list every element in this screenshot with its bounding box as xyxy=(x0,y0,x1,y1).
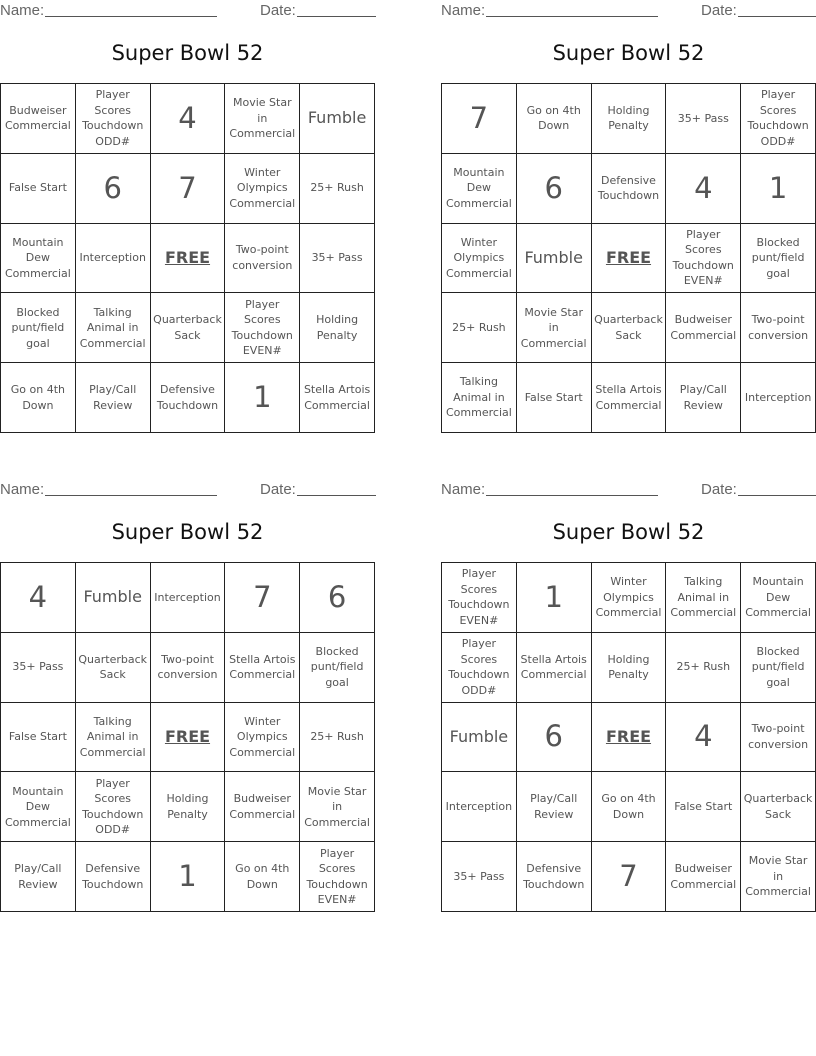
bingo-square: Two-point conversion xyxy=(741,293,816,363)
bingo-square: Player Scores Touchdown ODD# xyxy=(76,84,151,154)
bingo-square: Budweiser Commercial xyxy=(225,772,300,842)
bingo-square: 25+ Rush xyxy=(300,703,375,773)
bingo-square: Stella Artois Commercial xyxy=(517,633,592,703)
free-space: FREE xyxy=(151,224,226,294)
number-square: 6 xyxy=(300,563,375,633)
card-header xyxy=(0,0,376,22)
bingo-square: Player Scores Touchdown ODD# xyxy=(76,772,151,842)
bingo-square: Fumble xyxy=(517,224,592,294)
date-blank-line[interactable] xyxy=(738,16,816,17)
bingo-square: 35+ Pass xyxy=(666,84,741,154)
bingo-square: Play/Call Review xyxy=(666,363,741,433)
date-blank-line[interactable] xyxy=(297,495,376,496)
bingo-square: Interception xyxy=(76,224,151,294)
name-blank-line[interactable] xyxy=(486,16,658,17)
card-title: Super Bowl 52 xyxy=(552,41,705,65)
bingo-square: Movie Star in Commercial xyxy=(300,772,375,842)
card-title: Super Bowl 52 xyxy=(111,520,264,544)
bingo-card-3 xyxy=(0,479,376,919)
card-header xyxy=(441,0,816,22)
bingo-square: False Start xyxy=(666,772,741,842)
bingo-square: Movie Star in Commercial xyxy=(225,84,300,154)
bingo-square: 35+ Pass xyxy=(1,633,76,703)
bingo-square: Defensive Touchdown xyxy=(76,842,151,912)
bingo-square: Talking Animal in Commercial xyxy=(76,293,151,363)
name-label: Name: xyxy=(441,481,486,498)
bingo-square: Defensive Touchdown xyxy=(517,842,592,912)
date-blank-line[interactable] xyxy=(297,16,376,17)
bingo-square: False Start xyxy=(517,363,592,433)
bingo-square: Budweiser Commercial xyxy=(1,84,76,154)
number-square: 1 xyxy=(741,154,816,224)
number-square: 4 xyxy=(1,563,76,633)
bingo-square: 25+ Rush xyxy=(666,633,741,703)
free-space: FREE xyxy=(151,703,226,773)
bingo-square: Two-point conversion xyxy=(225,224,300,294)
bingo-square: 35+ Pass xyxy=(300,224,375,294)
number-square: 7 xyxy=(442,84,517,154)
bingo-square: Defensive Touchdown xyxy=(151,363,226,433)
bingo-grid xyxy=(441,83,816,433)
number-square: 7 xyxy=(592,842,667,912)
bingo-square: Play/Call Review xyxy=(1,842,76,912)
bingo-square: Holding Penalty xyxy=(151,772,226,842)
bingo-square: Quarterback Sack xyxy=(151,293,226,363)
date-label: Date: xyxy=(260,2,296,19)
date-label: Date: xyxy=(260,481,296,498)
name-blank-line[interactable] xyxy=(486,495,658,496)
bingo-square: Quarterback Sack xyxy=(741,772,816,842)
free-space: FREE xyxy=(592,703,667,773)
bingo-square: Player Scores Touchdown EVEN# xyxy=(300,842,375,912)
bingo-square: Budweiser Commercial xyxy=(666,842,741,912)
bingo-square: Player Scores Touchdown EVEN# xyxy=(666,224,741,294)
bingo-square: Player Scores Touchdown ODD# xyxy=(741,84,816,154)
bingo-square: Mountain Dew Commercial xyxy=(1,224,76,294)
bingo-square: Quarterback Sack xyxy=(592,293,667,363)
bingo-square: Talking Animal in Commercial xyxy=(76,703,151,773)
bingo-square: Defensive Touchdown xyxy=(592,154,667,224)
free-space: FREE xyxy=(592,224,667,294)
bingo-square: Mountain Dew Commercial xyxy=(741,563,816,633)
bingo-square: False Start xyxy=(1,703,76,773)
bingo-square: Player Scores Touchdown EVEN# xyxy=(442,563,517,633)
name-blank-line[interactable] xyxy=(45,495,217,496)
bingo-square: Go on 4th Down xyxy=(1,363,76,433)
bingo-card-2 xyxy=(441,0,816,440)
bingo-square: Interception xyxy=(442,772,517,842)
bingo-square: Two-point conversion xyxy=(151,633,226,703)
bingo-square: Blocked punt/field goal xyxy=(741,224,816,294)
bingo-square: 25+ Rush xyxy=(300,154,375,224)
bingo-grid xyxy=(0,83,375,433)
number-square: 6 xyxy=(517,703,592,773)
bingo-square: Interception xyxy=(741,363,816,433)
card-header xyxy=(441,479,816,501)
bingo-square: Budweiser Commercial xyxy=(666,293,741,363)
bingo-card-4 xyxy=(441,479,816,919)
bingo-square: Fumble xyxy=(442,703,517,773)
number-square: 6 xyxy=(517,154,592,224)
bingo-square: Two-point conversion xyxy=(741,703,816,773)
number-square: 1 xyxy=(517,563,592,633)
card-header xyxy=(0,479,376,501)
card-title: Super Bowl 52 xyxy=(552,520,705,544)
bingo-square: Winter Olympics Commercial xyxy=(442,224,517,294)
bingo-square: Blocked punt/field goal xyxy=(300,633,375,703)
bingo-square: Go on 4th Down xyxy=(517,84,592,154)
number-square: 6 xyxy=(76,154,151,224)
bingo-square: Holding Penalty xyxy=(300,293,375,363)
number-square: 7 xyxy=(151,154,226,224)
number-square: 1 xyxy=(151,842,226,912)
bingo-square: Movie Star in Commercial xyxy=(741,842,816,912)
date-label: Date: xyxy=(701,481,737,498)
name-label: Name: xyxy=(0,481,45,498)
bingo-square: Quarterback Sack xyxy=(76,633,151,703)
bingo-square: Movie Star in Commercial xyxy=(517,293,592,363)
bingo-square: Winter Olympics Commercial xyxy=(592,563,667,633)
bingo-square: Stella Artois Commercial xyxy=(225,633,300,703)
name-label: Name: xyxy=(0,2,45,19)
bingo-square: Blocked punt/field goal xyxy=(741,633,816,703)
bingo-square: Blocked punt/field goal xyxy=(1,293,76,363)
bingo-square: Winter Olympics Commercial xyxy=(225,154,300,224)
card-title: Super Bowl 52 xyxy=(111,41,264,65)
bingo-square: Go on 4th Down xyxy=(592,772,667,842)
name-label: Name: xyxy=(441,2,486,19)
bingo-square: Holding Penalty xyxy=(592,633,667,703)
bingo-square: Holding Penalty xyxy=(592,84,667,154)
bingo-square: Stella Artois Commercial xyxy=(592,363,667,433)
bingo-square: Winter Olympics Commercial xyxy=(225,703,300,773)
number-square: 7 xyxy=(225,563,300,633)
bingo-square: Play/Call Review xyxy=(76,363,151,433)
bingo-grid xyxy=(441,562,816,912)
bingo-square: Stella Artois Commercial xyxy=(300,363,375,433)
number-square: 1 xyxy=(225,363,300,433)
number-square: 4 xyxy=(151,84,226,154)
bingo-square: False Start xyxy=(1,154,76,224)
name-blank-line[interactable] xyxy=(45,16,217,17)
bingo-square: Fumble xyxy=(300,84,375,154)
bingo-square: Go on 4th Down xyxy=(225,842,300,912)
bingo-square: Fumble xyxy=(76,563,151,633)
bingo-square: 35+ Pass xyxy=(442,842,517,912)
bingo-square: Interception xyxy=(151,563,226,633)
bingo-square: Mountain Dew Commercial xyxy=(1,772,76,842)
date-label: Date: xyxy=(701,2,737,19)
bingo-square: Player Scores Touchdown ODD# xyxy=(442,633,517,703)
bingo-grid xyxy=(0,562,375,912)
bingo-square: Talking Animal in Commercial xyxy=(666,563,741,633)
date-blank-line[interactable] xyxy=(738,495,816,496)
number-square: 4 xyxy=(666,154,741,224)
bingo-square: Play/Call Review xyxy=(517,772,592,842)
bingo-card-1 xyxy=(0,0,376,440)
number-square: 4 xyxy=(666,703,741,773)
bingo-square: Mountain Dew Commercial xyxy=(442,154,517,224)
bingo-square: 25+ Rush xyxy=(442,293,517,363)
bingo-square: Talking Animal in Commercial xyxy=(442,363,517,433)
bingo-square: Player Scores Touchdown EVEN# xyxy=(225,293,300,363)
